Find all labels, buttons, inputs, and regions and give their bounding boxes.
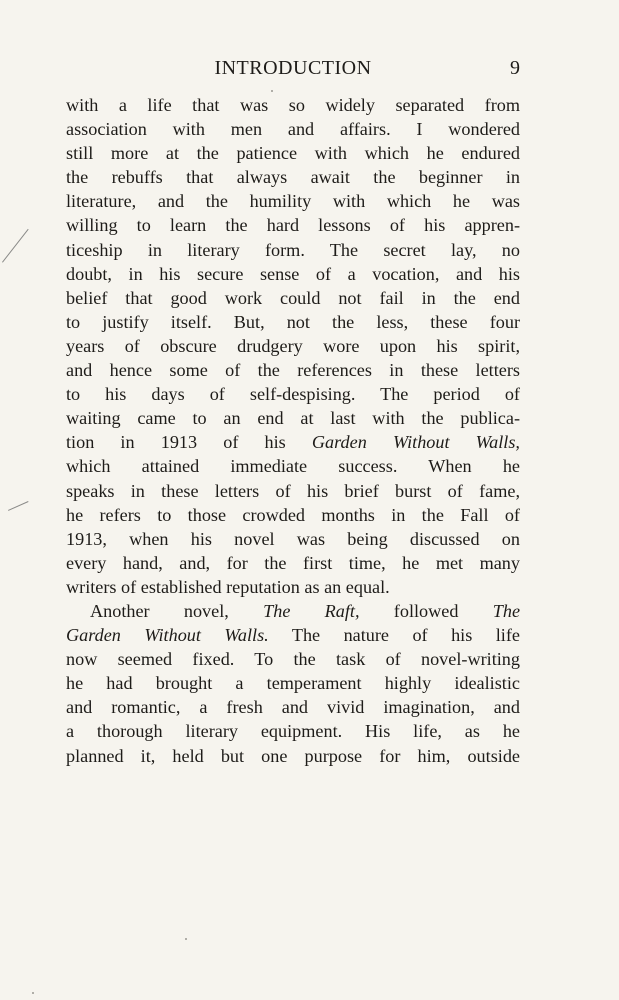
text-line [66,262,520,286]
text-run: he had brought a temperament highly idealistic [66,673,520,694]
text-line [66,165,520,189]
text-run: every hand, and, for the first time, he met many [66,552,520,573]
text-run: 1913, when his novel was being discussed on [66,528,520,549]
text-line [66,647,520,671]
text-line [66,479,520,503]
text-line [66,430,520,454]
margin-pencil-mark [2,229,29,263]
text-run: willing to learn the hard lessons of his appren- [66,215,520,236]
text-run: years of obscure drudgery wore upon his spirit, [66,335,520,356]
text-line [66,599,520,623]
italic-title: The Raft, [263,600,360,621]
text-run: he refers to those crowded months in the Fall of [66,504,520,525]
margin-pencil-mark [8,501,29,511]
text-run: which attained immediate success. When he [66,456,520,477]
text-run: and romantic, a fresh and vivid imagination, and [66,697,520,718]
text-line [66,551,520,575]
text-line [66,719,520,743]
text-line [66,695,520,719]
text-run: ticeship in literary form. The secret lay, no [66,239,520,260]
text-run: waiting came to an end at last with the publica- [66,408,520,429]
text-line [66,503,520,527]
text-line [66,286,520,310]
text-run: The nature of his life [268,625,520,646]
text-line [66,213,520,237]
paper-speck [32,992,34,994]
text-line [66,744,520,768]
text-run: to his days of self-despising. The period of [66,384,520,405]
italic-title: The [492,600,521,621]
running-header [66,57,520,87]
italic-title: Garden Without Walls. [66,625,269,646]
text-line [66,575,520,599]
text-line [66,527,520,551]
text-line [66,93,520,117]
text-run: speaks in these letters of his brief burst of fame, [66,480,520,501]
text-run: to justify itself. But, not the less, these four [66,311,520,332]
text-run: still more at the patience with which he endured [66,143,520,164]
text-line [66,406,520,430]
text-line [66,382,520,406]
body-text [66,93,520,768]
text-run: planned it, held but one purpose for him, outside [66,745,520,766]
text-run: association with men and affairs. I wondered [66,119,520,140]
text-run: tion in 1913 of his [66,432,312,453]
text-run: the rebuffs that always await the beginner in [66,167,520,188]
text-line [66,454,520,478]
text-run: followed [359,600,493,621]
text-line [66,334,520,358]
text-line [66,141,520,165]
paper-speck [185,938,187,940]
text-run: and hence some of the references in these letters [66,360,520,381]
running-title: INTRODUCTION [214,57,372,79]
text-run: with a life that was so widely separated from [66,95,520,115]
text-run: Another novel, [90,600,264,621]
page-number: 9 [510,57,520,79]
text-run: belief that good work could not fail in the end [66,287,520,308]
text-run: now seemed fixed. To the task of novel-writing [66,649,520,670]
text-run: a thorough literary equipment. His life, as he [66,721,520,742]
italic-title: Garden Without Walls, [311,432,520,453]
text-run: writers of established reputation as an equal. [66,576,390,597]
text-line [66,238,520,262]
text-line [66,671,520,695]
text-run: doubt, in his secure sense of a vocation, and his [66,263,520,284]
paper-speck [271,90,273,92]
text-line [66,189,520,213]
text-line [66,358,520,382]
text-line [66,623,520,647]
text-line [66,310,520,334]
text-run: literature, and the humility with which he was [66,191,520,212]
text-line [66,117,520,141]
